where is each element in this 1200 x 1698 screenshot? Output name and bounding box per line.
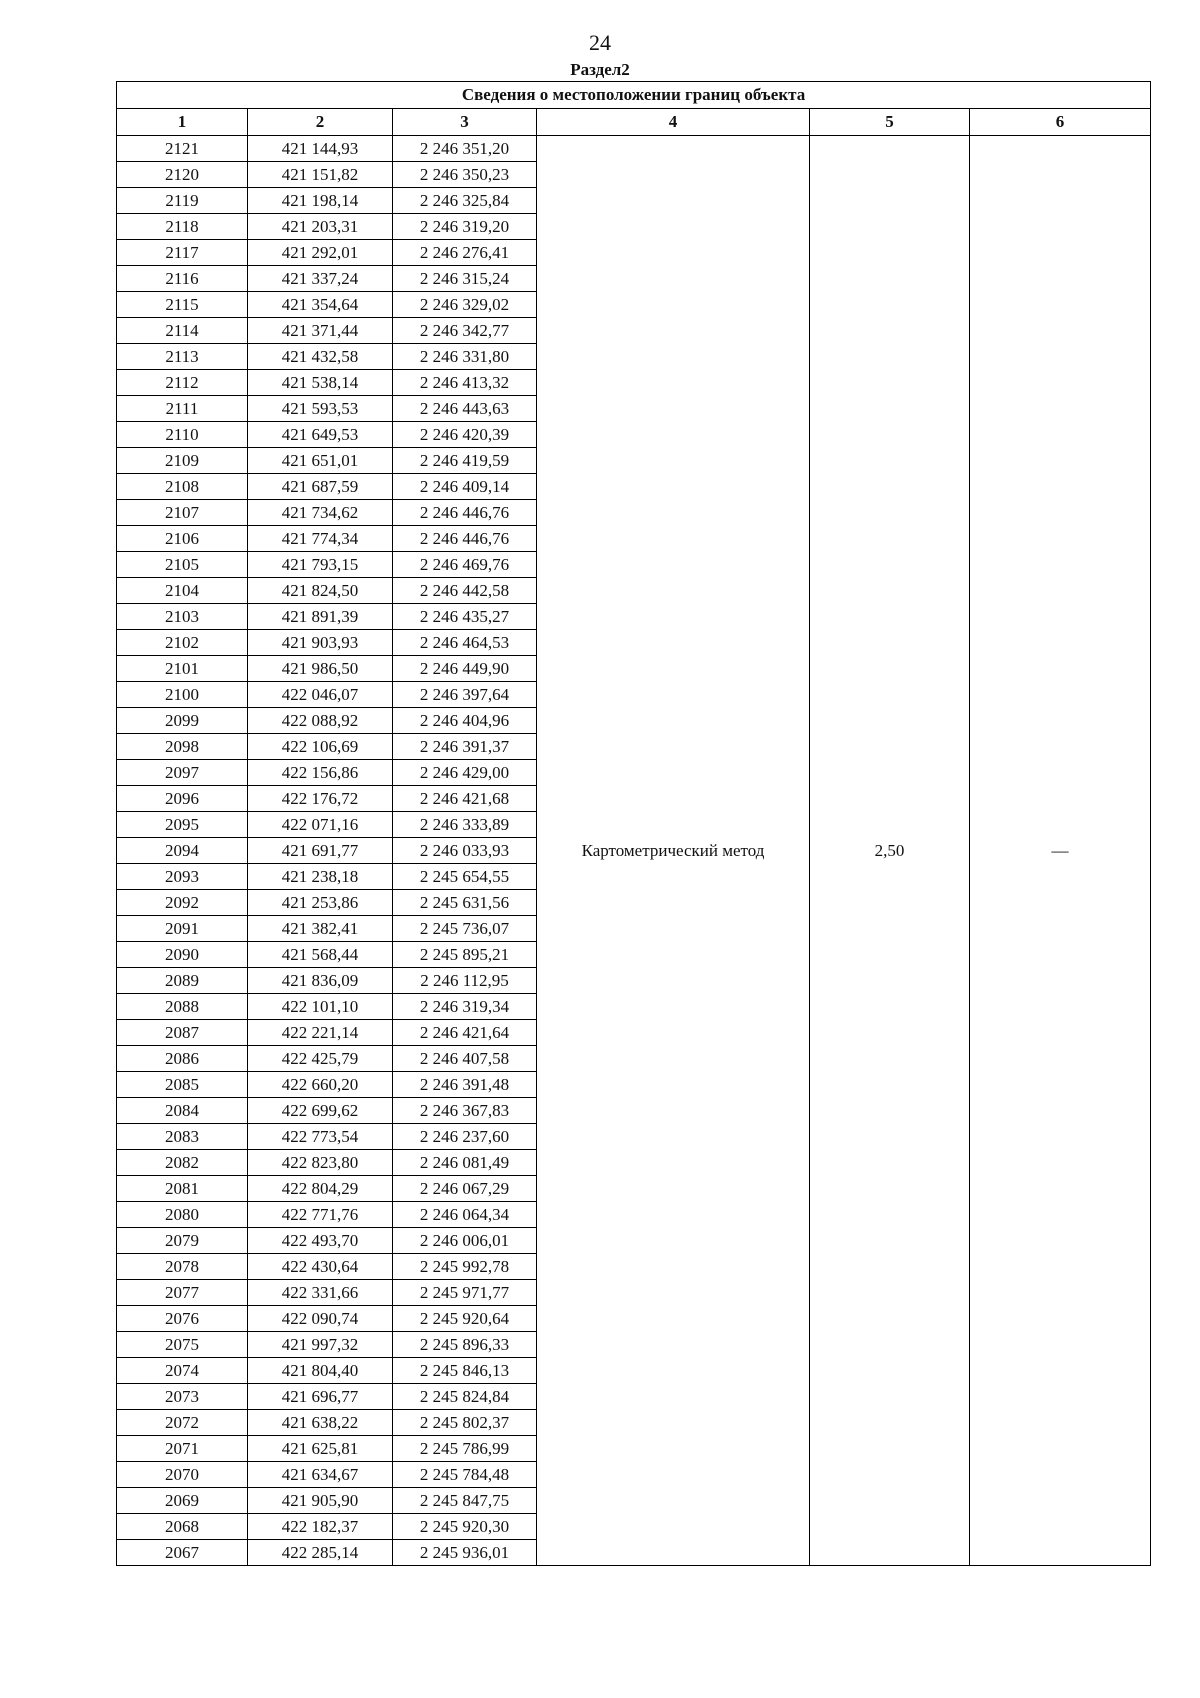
point-number-cell: 2088 (117, 994, 248, 1020)
x-coordinate-cell: 421 593,53 (248, 396, 393, 422)
point-number-cell: 2079 (117, 1228, 248, 1254)
point-number-cell: 2116 (117, 266, 248, 292)
y-coordinate-cell: 2 246 276,41 (393, 240, 537, 266)
x-coordinate-cell: 421 734,62 (248, 500, 393, 526)
y-coordinate-cell: 2 245 736,07 (393, 916, 537, 942)
point-number-cell: 2101 (117, 656, 248, 682)
y-coordinate-cell: 2 246 464,53 (393, 630, 537, 656)
method-cell: Картометрический метод (537, 136, 810, 1566)
column-header-4: 4 (537, 109, 810, 136)
x-coordinate-cell: 422 660,20 (248, 1072, 393, 1098)
point-number-cell: 2073 (117, 1384, 248, 1410)
x-coordinate-cell: 421 337,24 (248, 266, 393, 292)
y-coordinate-cell: 2 245 971,77 (393, 1280, 537, 1306)
point-number-cell: 2100 (117, 682, 248, 708)
x-coordinate-cell: 422 699,62 (248, 1098, 393, 1124)
point-number-cell: 2082 (117, 1150, 248, 1176)
point-number-cell: 2077 (117, 1280, 248, 1306)
point-number-cell: 2068 (117, 1514, 248, 1540)
table-title: Сведения о местоположении границ объекта (117, 82, 1151, 109)
x-coordinate-cell: 421 986,50 (248, 656, 393, 682)
point-number-cell: 2084 (117, 1098, 248, 1124)
point-number-cell: 2081 (117, 1176, 248, 1202)
x-coordinate-cell: 422 493,70 (248, 1228, 393, 1254)
x-coordinate-cell: 421 625,81 (248, 1436, 393, 1462)
y-coordinate-cell: 2 246 319,34 (393, 994, 537, 1020)
point-number-cell: 2099 (117, 708, 248, 734)
y-coordinate-cell: 2 246 331,80 (393, 344, 537, 370)
x-coordinate-cell: 421 292,01 (248, 240, 393, 266)
y-coordinate-cell: 2 246 419,59 (393, 448, 537, 474)
y-coordinate-cell: 2 246 237,60 (393, 1124, 537, 1150)
table-title-row (117, 82, 1151, 109)
point-number-cell: 2107 (117, 500, 248, 526)
y-coordinate-cell: 2 245 786,99 (393, 1436, 537, 1462)
point-number-cell: 2067 (117, 1540, 248, 1566)
y-coordinate-cell: 2 246 429,00 (393, 760, 537, 786)
point-number-cell: 2076 (117, 1306, 248, 1332)
x-coordinate-cell: 421 793,15 (248, 552, 393, 578)
point-number-cell: 2113 (117, 344, 248, 370)
x-coordinate-cell: 422 101,10 (248, 994, 393, 1020)
x-coordinate-cell: 421 804,40 (248, 1358, 393, 1384)
x-coordinate-cell: 422 156,86 (248, 760, 393, 786)
point-number-cell: 2078 (117, 1254, 248, 1280)
x-coordinate-cell: 421 432,58 (248, 344, 393, 370)
x-coordinate-cell: 422 285,14 (248, 1540, 393, 1566)
point-number-cell: 2105 (117, 552, 248, 578)
point-number-cell: 2087 (117, 1020, 248, 1046)
point-number-cell: 2075 (117, 1332, 248, 1358)
x-coordinate-cell: 421 354,64 (248, 292, 393, 318)
x-coordinate-cell: 422 425,79 (248, 1046, 393, 1072)
column-number-row (117, 109, 1151, 136)
point-number-cell: 2091 (117, 916, 248, 942)
x-coordinate-cell: 422 182,37 (248, 1514, 393, 1540)
y-coordinate-cell: 2 245 802,37 (393, 1410, 537, 1436)
x-coordinate-cell: 422 088,92 (248, 708, 393, 734)
description-cell: — (970, 136, 1151, 1566)
x-coordinate-cell: 421 891,39 (248, 604, 393, 630)
point-number-cell: 2110 (117, 422, 248, 448)
y-coordinate-cell: 2 246 420,39 (393, 422, 537, 448)
y-coordinate-cell: 2 245 896,33 (393, 1332, 537, 1358)
column-header-2: 2 (248, 109, 393, 136)
x-coordinate-cell: 422 090,74 (248, 1306, 393, 1332)
x-coordinate-cell: 421 651,01 (248, 448, 393, 474)
y-coordinate-cell: 2 246 397,64 (393, 682, 537, 708)
y-coordinate-cell: 2 246 064,34 (393, 1202, 537, 1228)
point-number-cell: 2083 (117, 1124, 248, 1150)
x-coordinate-cell: 421 198,14 (248, 188, 393, 214)
point-number-cell: 2090 (117, 942, 248, 968)
x-coordinate-cell: 422 430,64 (248, 1254, 393, 1280)
y-coordinate-cell: 2 246 342,77 (393, 318, 537, 344)
point-number-cell: 2106 (117, 526, 248, 552)
table-header (117, 82, 1151, 136)
x-coordinate-cell: 421 774,34 (248, 526, 393, 552)
y-coordinate-cell: 2 246 391,48 (393, 1072, 537, 1098)
x-coordinate-cell: 421 836,09 (248, 968, 393, 994)
point-number-cell: 2098 (117, 734, 248, 760)
point-number-cell: 2086 (117, 1046, 248, 1072)
y-coordinate-cell: 2 246 325,84 (393, 188, 537, 214)
point-number-cell: 2112 (117, 370, 248, 396)
point-number-cell: 2097 (117, 760, 248, 786)
x-coordinate-cell: 421 144,93 (248, 136, 393, 162)
x-coordinate-cell: 421 696,77 (248, 1384, 393, 1410)
y-coordinate-cell: 2 245 784,48 (393, 1462, 537, 1488)
y-coordinate-cell: 2 246 367,83 (393, 1098, 537, 1124)
y-coordinate-cell: 2 246 443,63 (393, 396, 537, 422)
point-number-cell: 2074 (117, 1358, 248, 1384)
y-coordinate-cell: 2 246 081,49 (393, 1150, 537, 1176)
x-coordinate-cell: 422 804,29 (248, 1176, 393, 1202)
point-number-cell: 2108 (117, 474, 248, 500)
point-number-cell: 2102 (117, 630, 248, 656)
x-coordinate-cell: 421 824,50 (248, 578, 393, 604)
y-coordinate-cell: 2 246 404,96 (393, 708, 537, 734)
point-number-cell: 2111 (117, 396, 248, 422)
x-coordinate-cell: 421 691,77 (248, 838, 393, 864)
point-number-cell: 2092 (117, 890, 248, 916)
y-coordinate-cell: 2 246 067,29 (393, 1176, 537, 1202)
y-coordinate-cell: 2 246 391,37 (393, 734, 537, 760)
x-coordinate-cell: 421 634,67 (248, 1462, 393, 1488)
table-body (117, 136, 1151, 1566)
column-header-3: 3 (393, 109, 537, 136)
x-coordinate-cell: 422 106,69 (248, 734, 393, 760)
x-coordinate-cell: 421 382,41 (248, 916, 393, 942)
y-coordinate-cell: 2 246 435,27 (393, 604, 537, 630)
x-coordinate-cell: 422 331,66 (248, 1280, 393, 1306)
x-coordinate-cell: 421 903,93 (248, 630, 393, 656)
y-coordinate-cell: 2 246 442,58 (393, 578, 537, 604)
point-number-cell: 2120 (117, 162, 248, 188)
point-number-cell: 2109 (117, 448, 248, 474)
x-coordinate-cell: 421 253,86 (248, 890, 393, 916)
x-coordinate-cell: 422 823,80 (248, 1150, 393, 1176)
x-coordinate-cell: 421 203,31 (248, 214, 393, 240)
point-number-cell: 2118 (117, 214, 248, 240)
point-number-cell: 2072 (117, 1410, 248, 1436)
y-coordinate-cell: 2 246 329,02 (393, 292, 537, 318)
table-row (117, 136, 1151, 162)
accuracy-cell: 2,50 (810, 136, 970, 1566)
y-coordinate-cell: 2 246 033,93 (393, 838, 537, 864)
point-number-cell: 2096 (117, 786, 248, 812)
x-coordinate-cell: 422 071,16 (248, 812, 393, 838)
y-coordinate-cell: 2 246 446,76 (393, 500, 537, 526)
x-coordinate-cell: 421 997,32 (248, 1332, 393, 1358)
y-coordinate-cell: 2 246 421,64 (393, 1020, 537, 1046)
y-coordinate-cell: 2 245 920,64 (393, 1306, 537, 1332)
x-coordinate-cell: 421 538,14 (248, 370, 393, 396)
point-number-cell: 2070 (117, 1462, 248, 1488)
point-number-cell: 2071 (117, 1436, 248, 1462)
point-number-cell: 2119 (117, 188, 248, 214)
y-coordinate-cell: 2 246 449,90 (393, 656, 537, 682)
y-coordinate-cell: 2 245 654,55 (393, 864, 537, 890)
y-coordinate-cell: 2 245 895,21 (393, 942, 537, 968)
point-number-cell: 2089 (117, 968, 248, 994)
y-coordinate-cell: 2 246 407,58 (393, 1046, 537, 1072)
y-coordinate-cell: 2 245 992,78 (393, 1254, 537, 1280)
x-coordinate-cell: 421 151,82 (248, 162, 393, 188)
x-coordinate-cell: 422 046,07 (248, 682, 393, 708)
y-coordinate-cell: 2 246 315,24 (393, 266, 537, 292)
x-coordinate-cell: 422 771,76 (248, 1202, 393, 1228)
y-coordinate-cell: 2 246 351,20 (393, 136, 537, 162)
y-coordinate-cell: 2 245 846,13 (393, 1358, 537, 1384)
y-coordinate-cell: 2 246 319,20 (393, 214, 537, 240)
column-header-1: 1 (117, 109, 248, 136)
point-number-cell: 2104 (117, 578, 248, 604)
y-coordinate-cell: 2 245 824,84 (393, 1384, 537, 1410)
point-number-cell: 2121 (117, 136, 248, 162)
y-coordinate-cell: 2 246 413,32 (393, 370, 537, 396)
point-number-cell: 2117 (117, 240, 248, 266)
y-coordinate-cell: 2 246 350,23 (393, 162, 537, 188)
y-coordinate-cell: 2 245 920,30 (393, 1514, 537, 1540)
y-coordinate-cell: 2 245 631,56 (393, 890, 537, 916)
point-number-cell: 2095 (117, 812, 248, 838)
column-header-6: 6 (970, 109, 1151, 136)
y-coordinate-cell: 2 246 006,01 (393, 1228, 537, 1254)
x-coordinate-cell: 421 638,22 (248, 1410, 393, 1436)
page-number: 24 (589, 30, 611, 55)
y-coordinate-cell: 2 246 112,95 (393, 968, 537, 994)
coordinates-table (116, 81, 1151, 1566)
point-number-cell: 2085 (117, 1072, 248, 1098)
point-number-cell: 2094 (117, 838, 248, 864)
y-coordinate-cell: 2 245 847,75 (393, 1488, 537, 1514)
y-coordinate-cell: 2 246 333,89 (393, 812, 537, 838)
x-coordinate-cell: 421 238,18 (248, 864, 393, 890)
y-coordinate-cell: 2 246 421,68 (393, 786, 537, 812)
y-coordinate-cell: 2 246 469,76 (393, 552, 537, 578)
point-number-cell: 2069 (117, 1488, 248, 1514)
point-number-cell: 2114 (117, 318, 248, 344)
point-number-cell: 2103 (117, 604, 248, 630)
point-number-cell: 2115 (117, 292, 248, 318)
point-number-cell: 2080 (117, 1202, 248, 1228)
y-coordinate-cell: 2 245 936,01 (393, 1540, 537, 1566)
x-coordinate-cell: 422 176,72 (248, 786, 393, 812)
x-coordinate-cell: 421 568,44 (248, 942, 393, 968)
x-coordinate-cell: 421 649,53 (248, 422, 393, 448)
x-coordinate-cell: 422 773,54 (248, 1124, 393, 1150)
point-number-cell: 2093 (117, 864, 248, 890)
y-coordinate-cell: 2 246 409,14 (393, 474, 537, 500)
column-header-5: 5 (810, 109, 970, 136)
y-coordinate-cell: 2 246 446,76 (393, 526, 537, 552)
x-coordinate-cell: 421 905,90 (248, 1488, 393, 1514)
x-coordinate-cell: 421 371,44 (248, 318, 393, 344)
x-coordinate-cell: 421 687,59 (248, 474, 393, 500)
x-coordinate-cell: 422 221,14 (248, 1020, 393, 1046)
section-title: Раздел2 (570, 60, 630, 79)
